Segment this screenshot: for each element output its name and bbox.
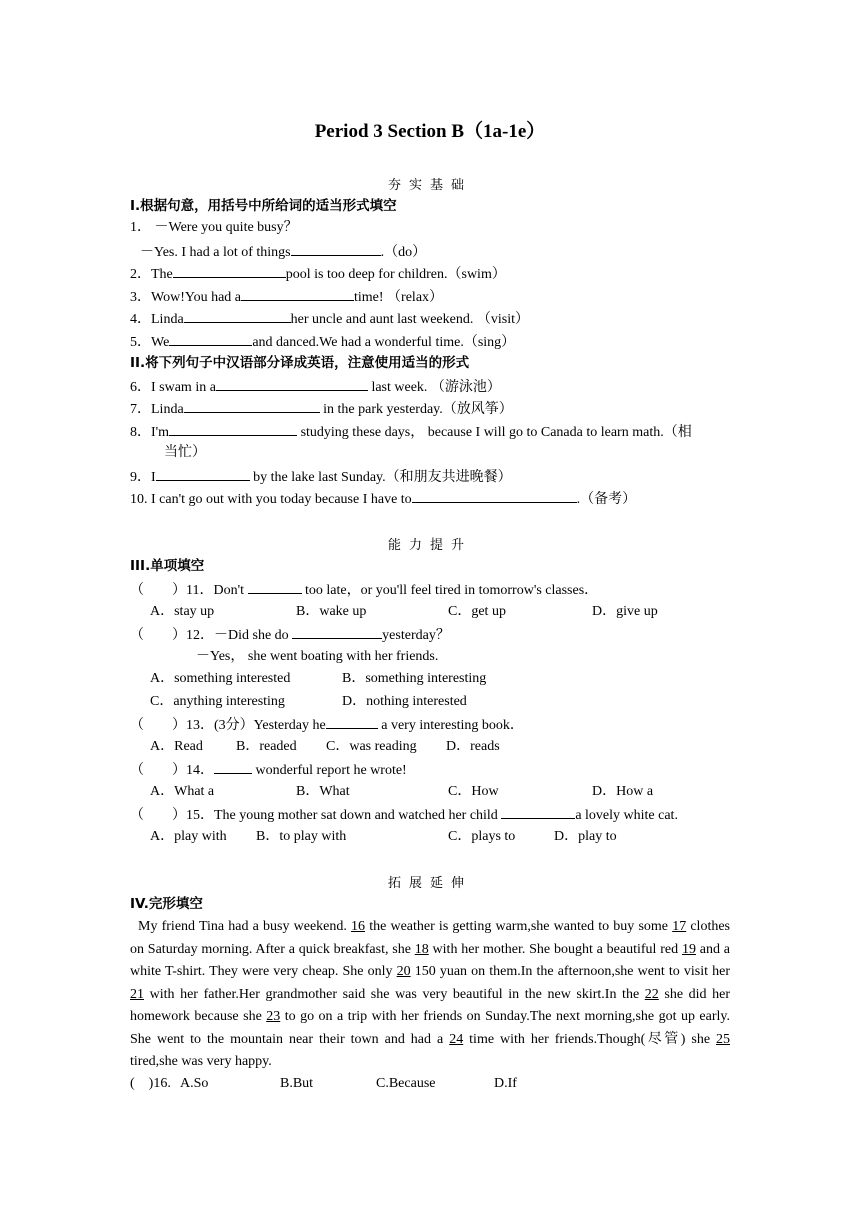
passage-text: time with her friends.Though(尽管) she [463,1031,717,1047]
q13-option-b[interactable]: B．readed [236,739,297,754]
section-heading-extend: 拓展延伸 [387,876,472,891]
q16-option-d[interactable]: D.If [494,1076,517,1091]
cloze-blank-21[interactable]: 21 [130,986,144,1002]
q15-option-c[interactable]: C．plays to [448,829,516,844]
q13-blank[interactable] [326,714,378,729]
cloze-blank-23[interactable]: 23 [266,1009,281,1024]
q11-option-d[interactable]: D．give up [592,604,658,619]
q12-option-a[interactable]: A．something interested [150,671,291,686]
q1-answer-line: －Yes. I had a lot of things .（do） [140,241,426,263]
cloze-blank-22[interactable]: 22 [644,986,659,1002]
q12-option-b[interactable]: B．something interesting [342,671,487,686]
cloze-blank-16[interactable]: 16 [351,919,366,934]
q2-blank[interactable] [173,263,286,278]
q13-option-d[interactable]: D．reads [446,739,500,754]
passage-text: tired,she was very happy. [130,1054,272,1069]
passage-text: with her father.Her grandmother said she was very beautiful in the new skirt.In the [144,986,645,1002]
q12-reply: －Yes， she went boating with her friends. [196,649,439,664]
q15-blank[interactable] [501,804,575,819]
cloze-blank-17[interactable]: 17 [672,919,687,934]
q16-option-b[interactable]: B.But [280,1076,314,1091]
q1-prompt: 1． －Were you quite busy？ [130,220,298,235]
q11: （ ）11．Don't too late，or you'll feel tired in tomorrow's classes． [130,579,598,601]
q15-option-a[interactable]: A．play with [150,829,227,844]
passage-text: with her mother. She bought a beautiful red [428,941,682,957]
q9: 9．I by the lake last Sunday.（和朋友共进晚餐） [130,466,512,488]
q15-option-d[interactable]: D．play to [554,829,617,844]
q14-option-c[interactable]: C．How [448,784,499,799]
q7: 7．Linda in the park yesterday.（放风筝） [130,398,513,420]
q8: 8．I'm studying these days， because I will go to Canada to learn math.（相 [130,421,692,443]
passage-text: My friend Tina had a busy weekend. [138,919,352,934]
q5-blank[interactable] [169,331,252,346]
q10: 10. I can't go out with you today because I have to .（备考） [130,488,636,510]
part3-header: III.单项填空 [130,558,205,574]
q8-continued: 当忙） [164,445,206,460]
q12-option-d[interactable]: D．nothing interested [342,694,467,709]
q11-option-a[interactable]: A．stay up [150,604,215,619]
q14: （ ）14． wonderful report he wrote! [130,759,407,781]
cloze-passage [130,916,730,1074]
section-heading-basics: 夯实基础 [387,178,472,193]
q12-option-c[interactable]: C．anything interesting [150,694,285,709]
q16-option-c[interactable]: C.Because [376,1076,436,1091]
q14-option-d[interactable]: D．How a [592,784,654,799]
cloze-blank-25[interactable]: 25 [716,1031,731,1047]
q13-option-a[interactable]: A．Read [150,739,203,754]
q12-blank[interactable] [292,624,382,639]
passage-text: she did her homework because she [130,986,730,1024]
q12: （ ）12．－Did she do yesterday？ [130,624,450,646]
q14-blank[interactable] [214,759,252,774]
q16: ( )16. [130,1076,171,1091]
q3-blank[interactable] [241,286,354,301]
q13: （ ）13．(3分）Yesterday he a very interesting book． [130,714,524,736]
q6: 6．I swam in a last week. （游泳池） [130,376,501,398]
page-title: Period 3 Section B（1a-1e） [314,121,546,142]
cloze-blank-18[interactable]: 18 [414,941,429,957]
passage-text: clothes on Saturday morning. After a quick breakfast, she [130,919,731,957]
q8-blank[interactable] [169,421,297,436]
q10-blank[interactable] [412,488,577,503]
q13-option-c[interactable]: C．was reading [326,739,417,754]
passage-text: and a white T-shirt. They were very cheap. She only [130,941,730,979]
q4-blank[interactable] [184,308,291,323]
q14-option-a[interactable]: A．What a [150,784,215,799]
q15-option-b[interactable]: B．to play with [256,829,347,844]
q2: 2．The pool is too deep for children.（swim） [130,263,506,285]
part2-header: II.将下列句子中汉语部分译成英语，注意使用适当的形式 [130,355,470,371]
q14-option-b[interactable]: B．What [296,784,350,799]
q6-blank[interactable] [216,376,368,391]
passage-text: 150 yuan on them.In the afternoon,she went to visit her [410,964,730,979]
section-heading-improve: 能力提升 [387,538,472,553]
q11-blank[interactable] [248,579,302,594]
q11-option-b[interactable]: B．wake up [296,604,367,619]
q3: 3．Wow!You had a time! （relax） [130,286,443,308]
q4: 4．Linda her uncle and aunt last weekend. （visit） [130,308,529,330]
q9-blank[interactable] [156,466,250,481]
q15: （ ）15．The young mother sat down and watched her child a lovely white cat. [130,804,678,826]
q16-option-a[interactable]: A.So [180,1076,209,1091]
q5: 5．We and danced.We had a wonderful time.（sing） [130,331,515,353]
q7-blank[interactable] [184,398,320,413]
q11-option-c[interactable]: C．get up [448,604,506,619]
cloze-blank-20[interactable]: 20 [396,964,411,979]
passage-text: the weather is getting warm,she wanted to buy some [365,919,673,934]
cloze-blank-24[interactable]: 24 [449,1031,464,1047]
q1-blank[interactable] [291,241,381,256]
passage-text: to go on a trip with her friends on Sunday.The next morning,she got up early. She went to the mountain near their town and had a [130,1009,730,1047]
part4-header: IV.完形填空 [130,896,203,912]
cloze-blank-19[interactable]: 19 [681,941,696,957]
part1-header: I.根据句意，用括号中所给词的适当形式填空 [130,198,397,214]
